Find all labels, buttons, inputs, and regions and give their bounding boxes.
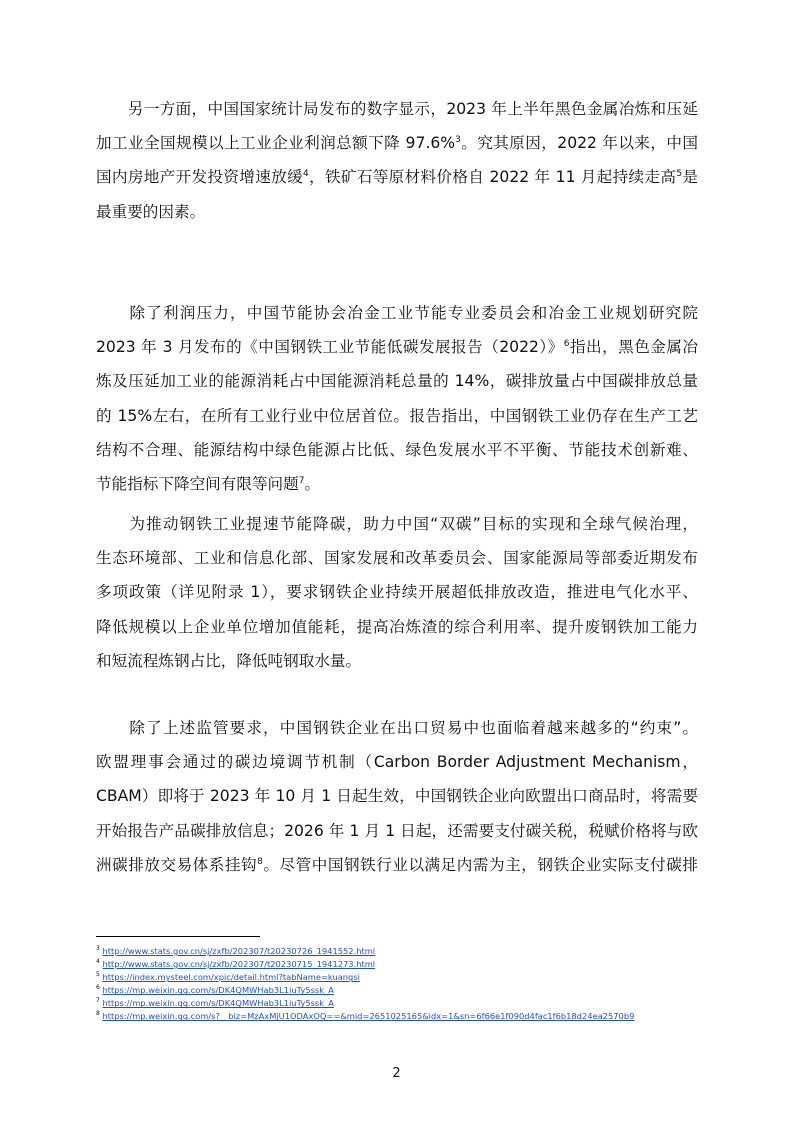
footnote-ref[interactable]: 3: [455, 135, 461, 145]
footnote-ref[interactable]: 8: [257, 856, 263, 867]
text-line: 除了上述监管要求，中国钢铁企业在出口贸易中也面临着越来越多的“约束”。: [96, 719, 698, 737]
paragraph-3: [96, 507, 698, 678]
footnotes: [96, 945, 698, 1024]
footnote-number: 4: [96, 958, 100, 966]
footnote-ref[interactable]: 4: [303, 169, 309, 180]
text-line: 炼及压延加工业的能源消耗占中国能源消耗总量的 14%，碳排放量占中国碳排放总量: [96, 372, 698, 391]
footnote-item: [96, 958, 698, 971]
footnote-number: 5: [96, 971, 100, 979]
footnote-item: [96, 945, 698, 958]
footnote-ref[interactable]: 7: [298, 475, 305, 486]
text-line: CBAM）即将于 2023 年 10 月 1 日起生效，中国钢铁企业向欧盟出口商品时，将需要: [96, 787, 698, 806]
text-line: 的 15%左右，在所有工业行业中位居首位。报告指出，中国钢铁工业仍存在生产工艺: [96, 406, 698, 425]
paragraph-1: [96, 92, 698, 229]
footnote-link[interactable]: https://mp.weixin.qq.com/s?__biz=MzAxMjU1ODAxOQ==&mid=2651025165&idx=1&sn=6f66e1f090d4fac1f6b18d24ea2570b9: [102, 1011, 635, 1022]
text-line: 节能指标下降空间有限等问题$^7$。: [96, 474, 321, 493]
text-line: 洲碳排放交易体系挂钩$^8$。尽管中国钢铁行业以满足内需为主，钢铁企业实际支付碳排: [96, 855, 698, 874]
footnote-number: 7: [96, 997, 100, 1005]
text-line: 最重要的因素。: [96, 202, 206, 221]
footnote-item: [96, 1010, 698, 1023]
text-line: 降低规模以上企业单位增加值能耗，提高冶炼渣的综合利用率、提升废钢铁加工能力: [96, 617, 698, 636]
footnote-number: 6: [96, 984, 100, 992]
footnote-link[interactable]: https://mp.weixin.qq.com/s/DK4QMWHab3L1iuTy5ssk_A: [102, 985, 334, 996]
page-number: 2: [392, 1066, 401, 1081]
footnote-item: [96, 997, 698, 1010]
footnote-number: 3: [96, 945, 100, 953]
text-line: 开始报告产品碳排放信息；2026 年 1 月 1 日起，还需要支付碳关税，税赋价格将与欧: [96, 821, 698, 840]
text-line: 为推动钢铁工业提速节能降碳，助力中国“双碳”目标的实现和全球气候治理，: [96, 515, 698, 533]
text-line: 结构不合理、能源结构中绿色能源占比低、绿色发展水平不平衡、节能技术创新难、: [96, 440, 698, 459]
footnote-number: 8: [96, 1010, 100, 1018]
footnote-link[interactable]: http://www.stats.gov.cn/sj/zxfb/202307/t20230726_1941552.html: [102, 946, 376, 956]
text-line: 除了利润压力，中国节能协会冶金工业节能专业委员会和冶金工业规划研究院: [96, 304, 698, 322]
paragraph-2: [96, 296, 698, 501]
footnote-ref[interactable]: 6: [563, 339, 570, 349]
footnote-link[interactable]: http://www.stats.gov.cn/sj/zxfb/202307/t20230715_1941273.html: [102, 959, 376, 970]
footnote-separator: [96, 936, 260, 937]
text-line: 2023 年 3 月发布的《中国钢铁工业节能低碳发展报告（2022）》$^6$指出，黑色金属冶: [96, 338, 698, 357]
footnote-item: [96, 971, 698, 984]
text-line: 多项政策（详见附录 1），要求钢铁企业持续开展超低排放改造，推进电气化水平、: [96, 583, 698, 602]
footnote-link[interactable]: https://index.mysteel.com/xpic/detail.html?tabName=kuangsi: [102, 972, 360, 983]
text-line: 国内房地产开发投资增速放缓$^4$，铁矿石等原材料价格自 2022 年 11 月起持续走高$^5$是: [96, 168, 698, 187]
text-line: 另一方面，中国国家统计局发布的数字显示，2023 年上半年黑色金属冶炼和压延: [96, 100, 698, 118]
text-line: 生态环境部、工业和信息化部、国家发展和改革委员会、国家能源局等部委近期发布: [96, 549, 698, 568]
footnote-link[interactable]: https://mp.weixin.qq.com/s/DK4QMWHab3L1iuTy5ssk_A: [102, 998, 334, 1009]
footnote-item: [96, 984, 698, 997]
footnote-ref[interactable]: 5: [676, 169, 683, 180]
text-line: 和短流程炼钢占比，降低吨钢取水量。: [96, 651, 362, 670]
paragraph-4: [96, 711, 698, 882]
text-line: 欧盟理事会通过的碳边境调节机制（Carbon Border Adjustment Mechanism，: [96, 753, 698, 772]
text-line: 加工业全国规模以上工业企业利润总额下降 97.6%$^3$。究其原因，2022 年以来，中国: [96, 134, 698, 153]
